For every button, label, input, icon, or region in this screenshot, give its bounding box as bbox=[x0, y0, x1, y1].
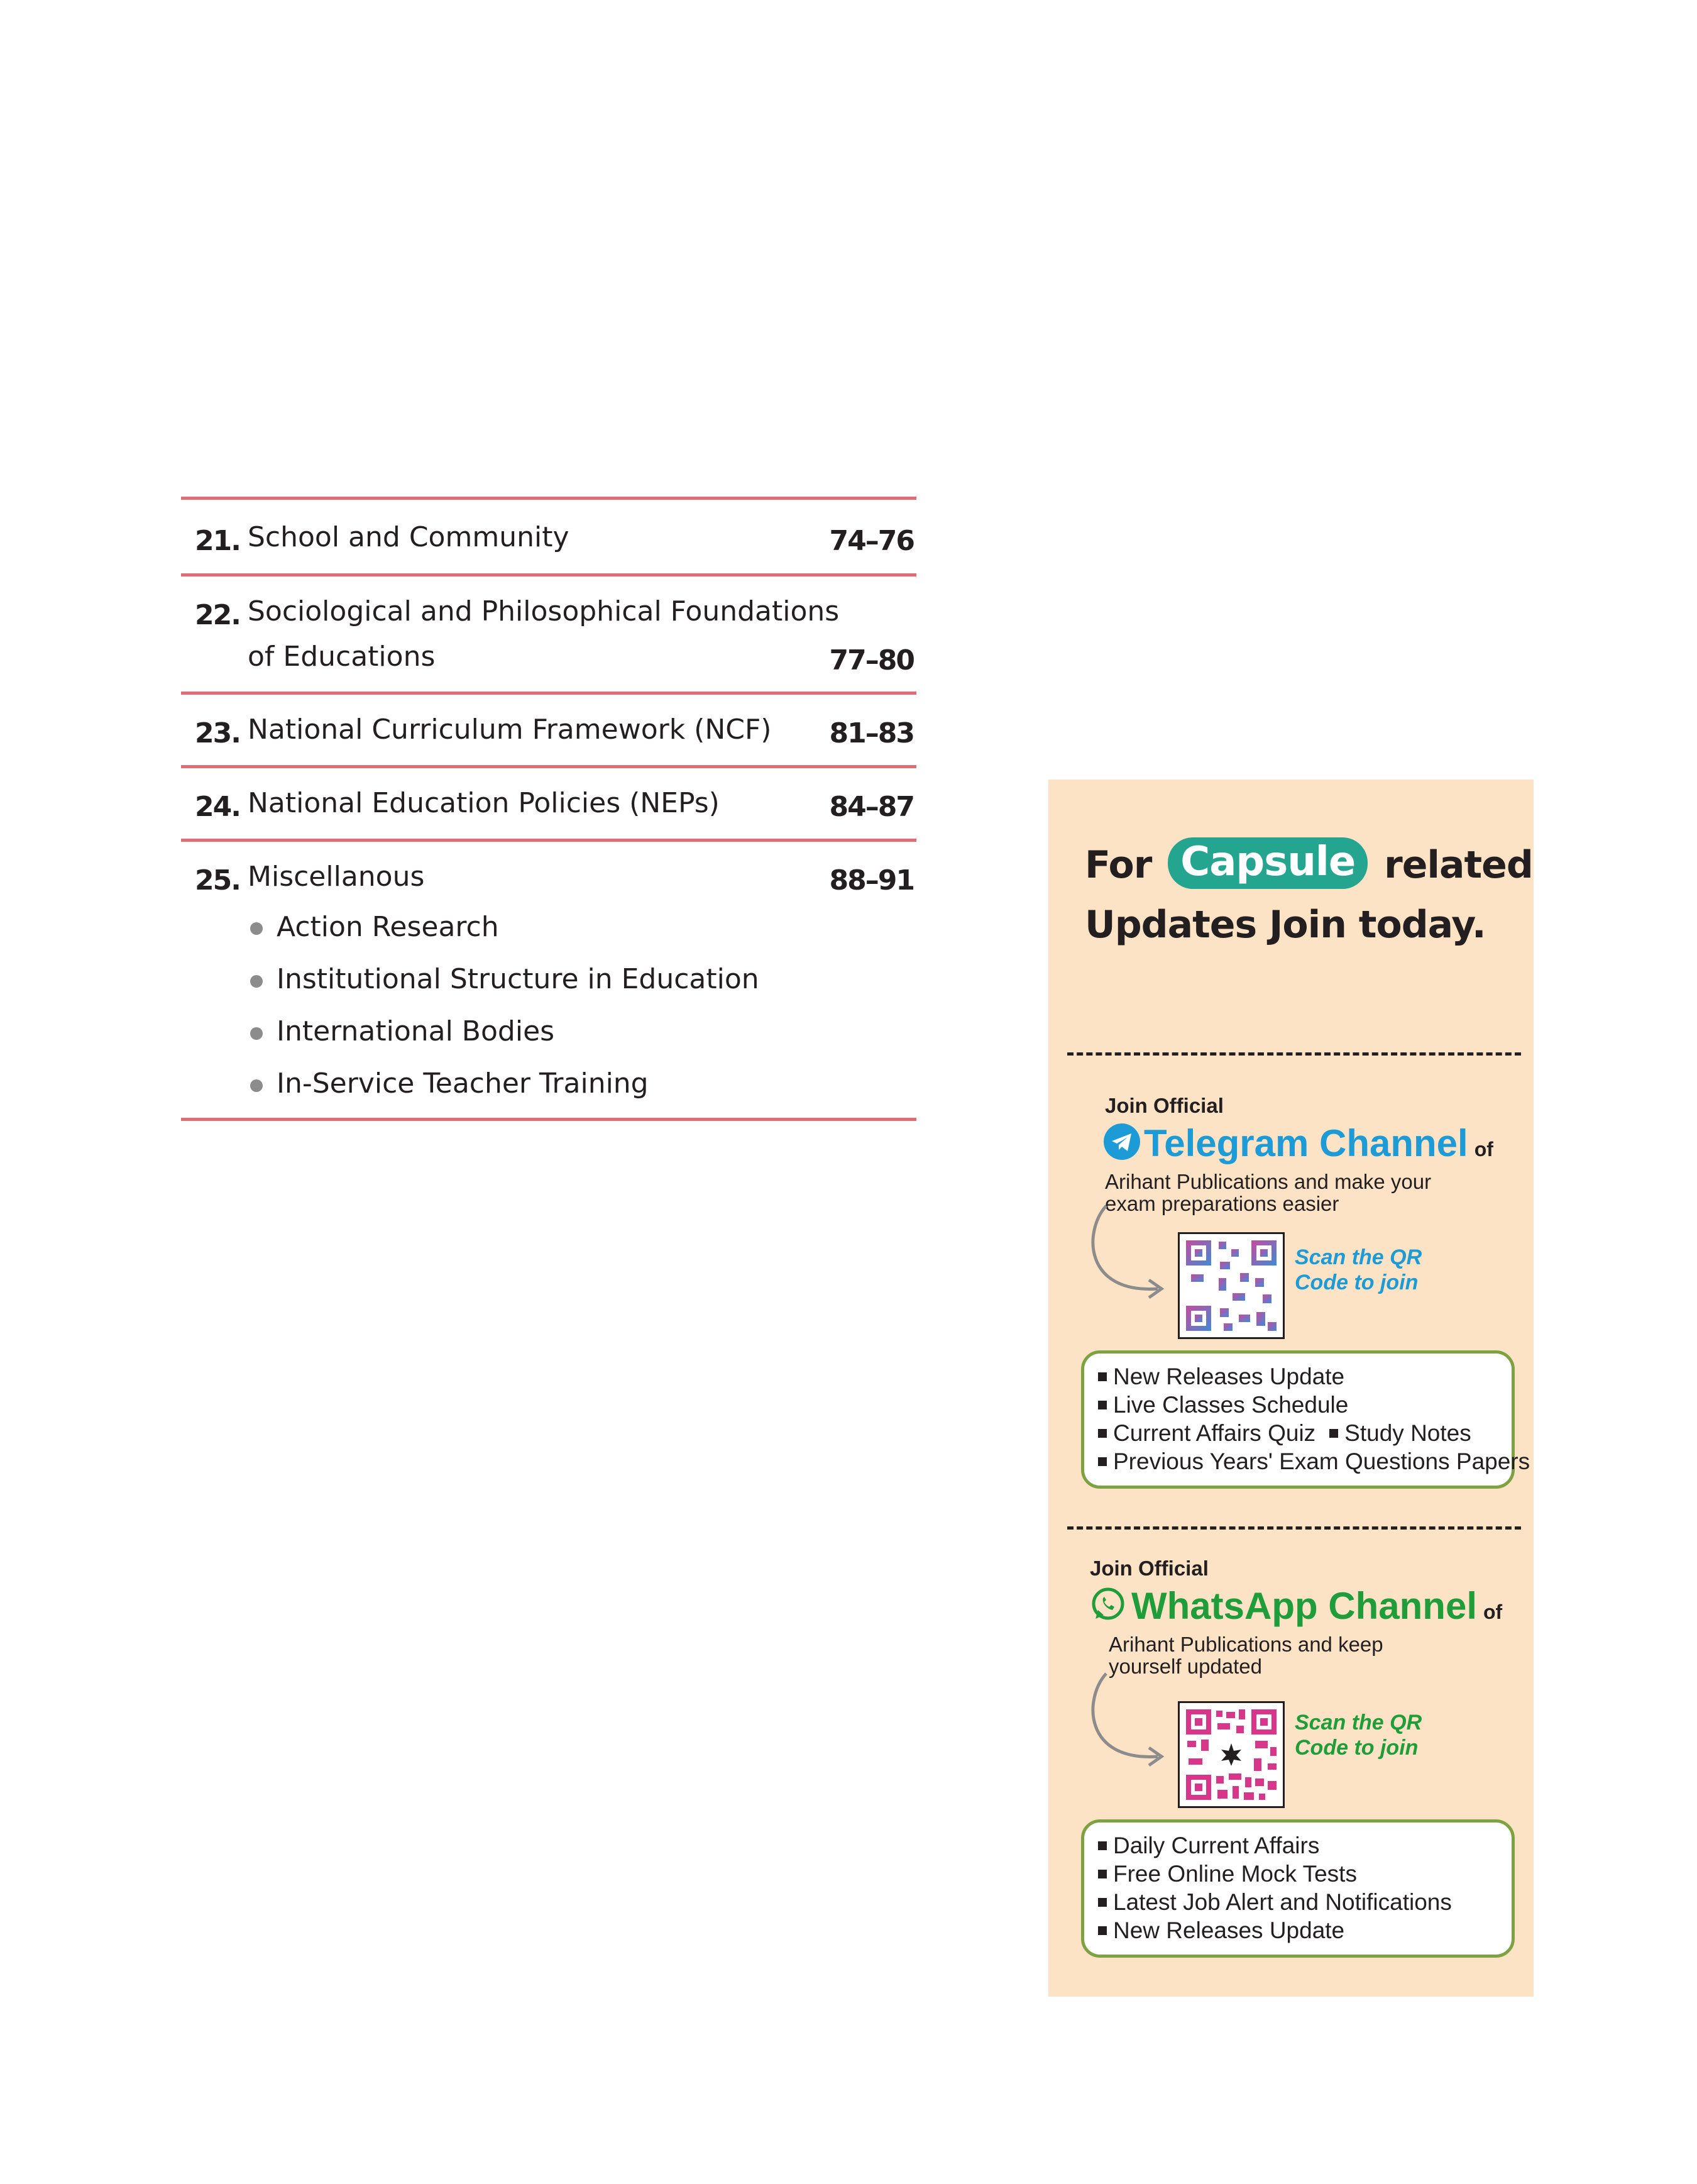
toc-title-line1: Sociological and Philosophical Foundations bbox=[248, 595, 840, 627]
telegram-qr-code[interactable] bbox=[1178, 1232, 1285, 1339]
feature-item bbox=[1098, 1833, 1319, 1859]
feature-text: Previous Years' Exam Questions Papers bbox=[1113, 1448, 1530, 1474]
bullet-icon bbox=[250, 975, 263, 988]
feature-item bbox=[1098, 1364, 1344, 1390]
whatsapp-scan-text bbox=[1295, 1710, 1422, 1760]
toc-entry-23[interactable] bbox=[181, 695, 916, 765]
feature-text: Current Affairs Quiz bbox=[1113, 1420, 1316, 1446]
toc-pages: 88–91 bbox=[829, 864, 914, 896]
toc-pages: 74–76 bbox=[829, 525, 914, 557]
toc-pages: 84–87 bbox=[829, 791, 914, 823]
qr-code-icon bbox=[1180, 1234, 1283, 1337]
toc-entry-25[interactable] bbox=[181, 842, 916, 1118]
dashed-divider bbox=[1067, 1526, 1521, 1530]
feature-item bbox=[1098, 1392, 1348, 1418]
bullet-icon bbox=[250, 1079, 263, 1092]
feature-item bbox=[1098, 1917, 1344, 1944]
telegram-of: of bbox=[1474, 1138, 1493, 1161]
square-bullet-icon bbox=[1098, 1926, 1107, 1935]
square-bullet-icon bbox=[1098, 1841, 1107, 1850]
toc-entry-24[interactable] bbox=[181, 768, 916, 839]
toc-pages: 77–80 bbox=[829, 644, 914, 676]
toc-number: 25. bbox=[195, 864, 240, 896]
feature-text: Free Online Mock Tests bbox=[1113, 1861, 1357, 1887]
square-bullet-icon bbox=[1098, 1372, 1107, 1381]
toc-subitem: In-Service Teacher Training bbox=[277, 1067, 649, 1100]
qr-code-icon bbox=[1180, 1703, 1283, 1806]
toc-pages: 81–83 bbox=[829, 717, 914, 749]
feature-item bbox=[1098, 1889, 1452, 1916]
promo-heading-line2: Updates Join today. bbox=[1085, 903, 1486, 947]
feature-item bbox=[1098, 1420, 1471, 1447]
telegram-join-label: Join Official bbox=[1105, 1094, 1224, 1117]
curved-arrow-icon bbox=[1084, 1667, 1172, 1780]
promo-panel bbox=[1048, 780, 1534, 1997]
telegram-icon bbox=[1104, 1123, 1140, 1160]
feature-item bbox=[1098, 1448, 1530, 1475]
dashed-divider bbox=[1067, 1052, 1521, 1056]
whatsapp-channel-title[interactable] bbox=[1090, 1584, 1502, 1628]
square-bullet-icon bbox=[1098, 1429, 1107, 1438]
toc-title: Miscellanous bbox=[248, 861, 425, 893]
promo-heading-line1 bbox=[1085, 840, 1533, 891]
scan-line2: Code to join bbox=[1295, 1736, 1419, 1760]
toc-title: School and Community bbox=[248, 521, 569, 553]
toc-number: 23. bbox=[195, 717, 240, 749]
toc-subitem: Institutional Structure in Education bbox=[277, 963, 759, 995]
whatsapp-title-text: WhatsApp Channel bbox=[1131, 1585, 1477, 1627]
toc-subitem: International Bodies bbox=[277, 1015, 555, 1047]
whatsapp-qr-code[interactable] bbox=[1178, 1701, 1285, 1808]
toc-title: National Education Policies (NEPs) bbox=[248, 787, 720, 819]
feature-text: Daily Current Affairs bbox=[1113, 1833, 1320, 1858]
telegram-desc-line1: Arihant Publications and make your bbox=[1105, 1170, 1432, 1193]
telegram-features-box bbox=[1081, 1350, 1530, 1489]
square-bullet-icon bbox=[1098, 1457, 1107, 1466]
feature-item bbox=[1098, 1861, 1357, 1887]
telegram-scan-text bbox=[1295, 1245, 1422, 1295]
capsule-badge: Capsule bbox=[1168, 837, 1368, 889]
feature-text: Study Notes bbox=[1344, 1420, 1471, 1446]
telegram-desc-line2: exam preparations easier bbox=[1105, 1192, 1339, 1215]
toc-number: 24. bbox=[195, 791, 240, 823]
curved-arrow-icon bbox=[1084, 1200, 1172, 1313]
whatsapp-join-label: Join Official bbox=[1090, 1557, 1209, 1580]
toc-title: National Curriculum Framework (NCF) bbox=[248, 714, 772, 746]
toc-entry-21[interactable] bbox=[181, 500, 916, 573]
whatsapp-of: of bbox=[1483, 1601, 1503, 1623]
telegram-channel-title[interactable] bbox=[1104, 1122, 1493, 1165]
whatsapp-desc-line2: yourself updated bbox=[1109, 1655, 1263, 1678]
bullet-icon bbox=[250, 1027, 263, 1040]
telegram-title-text: Telegram Channel bbox=[1144, 1122, 1468, 1164]
square-bullet-icon bbox=[1098, 1401, 1107, 1409]
scan-line1: Scan the QR bbox=[1295, 1711, 1422, 1735]
toc-number: 22. bbox=[195, 599, 240, 631]
toc-title-line2: of Educations bbox=[248, 641, 436, 673]
scan-line2: Code to join bbox=[1295, 1271, 1419, 1294]
promo-prefix: For bbox=[1085, 843, 1152, 887]
toc-number: 21. bbox=[195, 525, 240, 557]
whatsapp-features-box bbox=[1081, 1819, 1515, 1958]
toc-entry-22[interactable] bbox=[181, 576, 916, 692]
square-bullet-icon bbox=[1098, 1870, 1107, 1878]
feature-text: Live Classes Schedule bbox=[1113, 1392, 1349, 1418]
toc-subitem: Action Research bbox=[277, 911, 499, 943]
feature-text: New Releases Update bbox=[1113, 1917, 1345, 1943]
table-of-contents bbox=[181, 497, 916, 1121]
promo-suffix: related bbox=[1384, 843, 1533, 887]
whatsapp-desc-line1: Arihant Publications and keep bbox=[1109, 1633, 1383, 1656]
toc-divider bbox=[181, 1118, 916, 1121]
feature-text: New Releases Update bbox=[1113, 1364, 1345, 1389]
whatsapp-icon bbox=[1090, 1586, 1126, 1623]
square-bullet-icon bbox=[1098, 1898, 1107, 1907]
bullet-icon bbox=[250, 922, 263, 935]
scan-line1: Scan the QR bbox=[1295, 1245, 1422, 1269]
feature-text: Latest Job Alert and Notifications bbox=[1113, 1889, 1452, 1915]
square-bullet-icon bbox=[1329, 1429, 1338, 1438]
